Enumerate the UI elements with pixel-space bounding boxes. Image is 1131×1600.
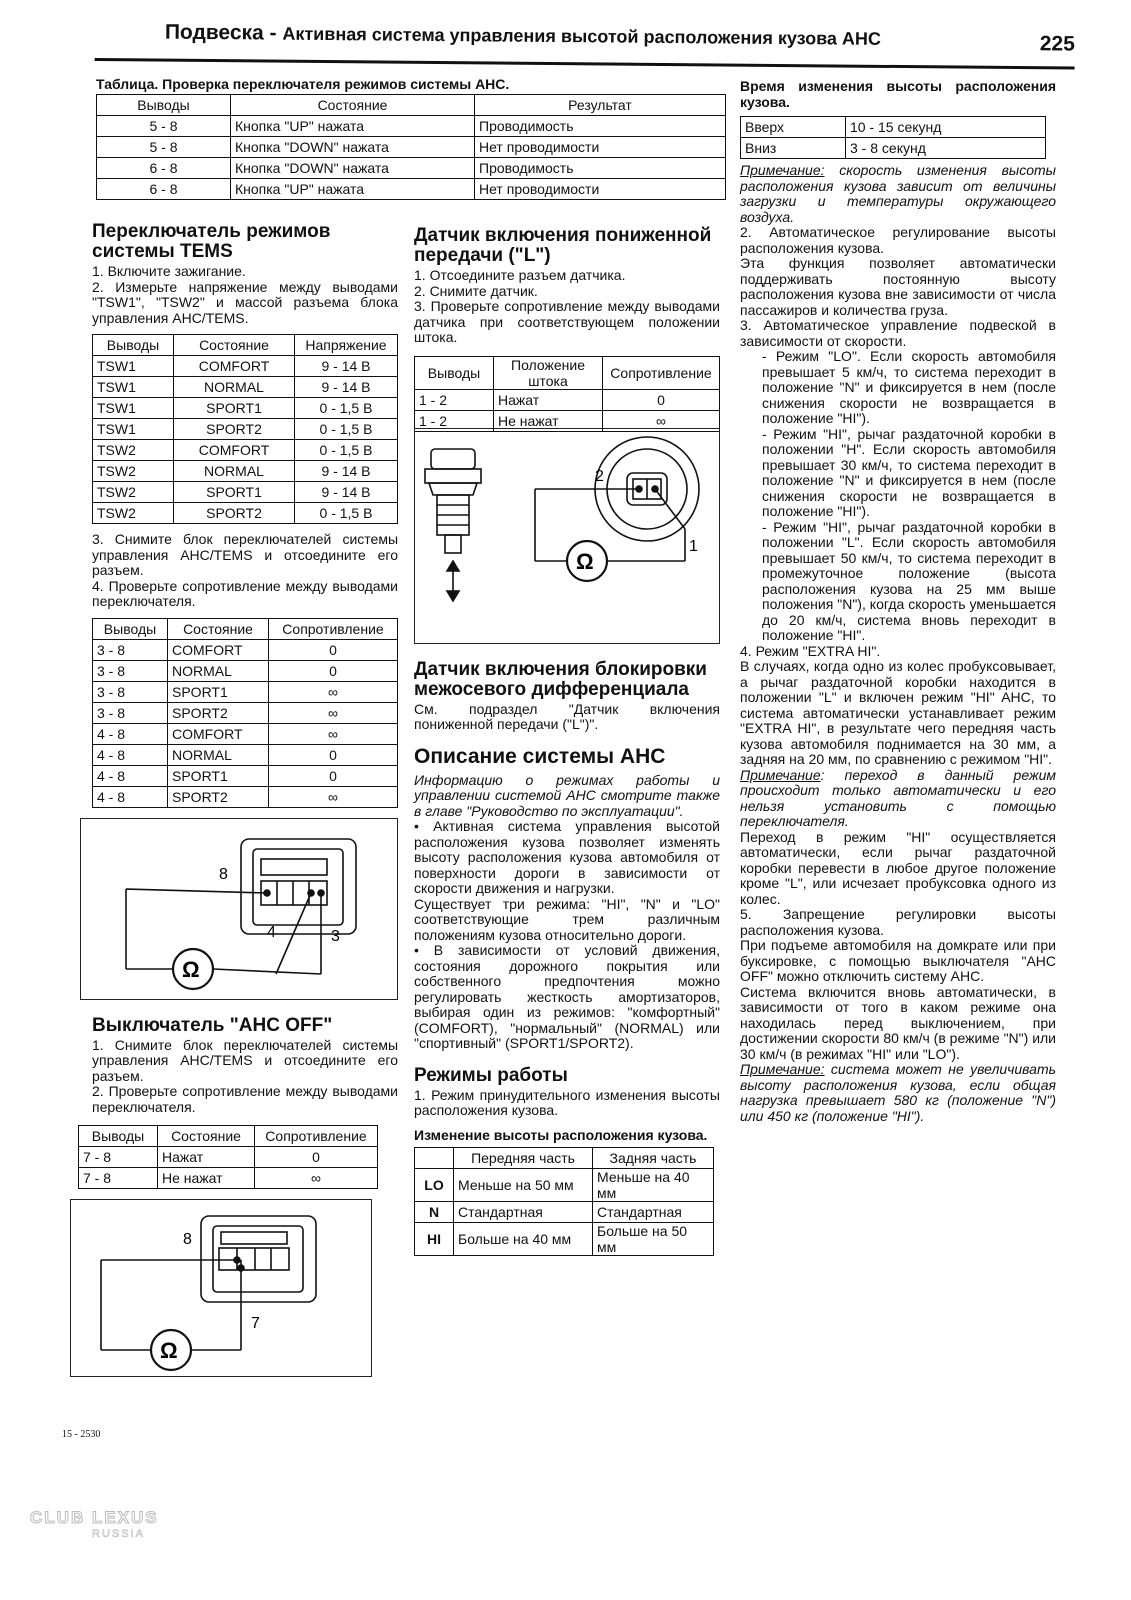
header-title-main: Подвеска - (164, 20, 283, 45)
table-cell: Кнопка "UP" нажата (231, 179, 475, 200)
page-number: 225 (1039, 32, 1075, 56)
diff-lock-text: См. подраздел "Датчик включения пониженной передачи ("L")". (414, 700, 720, 732)
ahc-off-section-title: Выключатель "AHC OFF" (92, 1014, 333, 1036)
table-row (97, 158, 726, 179)
table-row (415, 1222, 714, 1255)
right-paragraph: В случаях, когда одно из колес пробуксовывает, а рычаг раздаточной коробки находится в положении "L" и включен режим "HI" AHC, то система автоматически устанавливает режим "EXTRA HI", в результате чего передняя часть кузова автомобиля поднимается на 30 мм, а задняя на 20 мм, по сравнению с режимом "HI". (740, 658, 1056, 767)
table-cell: 0 (269, 660, 398, 681)
table-header-row (415, 356, 720, 389)
tems-voltage-table (92, 334, 398, 524)
table-cell: TSW1 (93, 356, 174, 377)
table-header-row (415, 1147, 714, 1168)
table-row (415, 1201, 714, 1222)
right-paragraph: Переход в режим "HI" осуществляется автоматически, если рычаг раздаточной коробки перевести в любое другое положение кроме "L", или исчезает пробуксовка одного из колес. (740, 828, 1056, 907)
low-gear-sensor-drawing (414, 428, 720, 644)
table-header-cell: Задняя часть (593, 1147, 714, 1168)
table-header-cell: Выводы (79, 1126, 158, 1147)
ohmmeter-icon: Ω (576, 548, 594, 574)
table-header-cell: Положение штока (494, 356, 603, 389)
table-cell: COMFORT (168, 723, 269, 744)
right-paragraph: 3. Автоматическое управление подвеской в зависимости от скорости. (740, 317, 1056, 349)
note-speed (740, 163, 1056, 225)
right-paragraph: - Режим "HI", рычаг раздаточной коробки в положении "L". Если скорость автомобиля превышает 50 км/ч, то система переходит в промежуточное положение (высота расположения кузова на 25 мм выше положения "N"), когда скорость уменьшается до 20 км/ч, система вновь переходит в положение "HI". (762, 518, 1056, 643)
table-cell: 0 (255, 1147, 378, 1168)
table-header-cell: Выводы (93, 618, 168, 639)
table-row (93, 440, 398, 461)
table-cell: Проводимость (475, 116, 726, 137)
table-header-cell: Состояние (168, 618, 269, 639)
table-cell: NORMAL (174, 377, 295, 398)
table-row (93, 377, 398, 398)
table-cell: SPORT2 (174, 503, 295, 524)
table-cell: TSW2 (93, 503, 174, 524)
note-text: : переход в данный режим происходит только автоматически и его нельзя установить с помощью переключателя. (740, 766, 1056, 829)
ahc-off-connector-diagram (71, 1200, 371, 1376)
height-change-table (414, 1147, 714, 1256)
page-header (95, 18, 1075, 70)
table-cell: 0 (269, 639, 398, 660)
modes-step: 1. Режим принудительного изменения высоты расположения кузова. (414, 1086, 720, 1118)
tems-connector-diagram (81, 819, 397, 999)
right-paragraph: 4. Режим "EXTRA HI". (740, 642, 881, 659)
table-cell: 9 - 14 В (295, 356, 398, 377)
tems-resistance-table (92, 618, 398, 808)
table-cell: Нажат (494, 389, 603, 410)
table-cell: ∞ (255, 1168, 378, 1189)
table-cell: 10 - 15 секунд (846, 117, 1046, 138)
table-cell: 3 - 8 (93, 660, 168, 681)
ahc-off-step: 1. Снимите блок переключателей системы управления AHC/TEMS и отсоедините его разъем. (92, 1036, 398, 1084)
description-paragraph: • В зависимости от условий движения, состояния дорожного покрытия или собственного предпочтения можно регулировать жесткость амортизаторов, выбирая один из режимов: "комфортный" (COMFORT), "нормальный" (NORMAL) или "спортивный" (SPORT1/SPORT2). (414, 942, 720, 1051)
table-header-row (93, 335, 398, 356)
table-cell: TSW2 (93, 440, 174, 461)
table-cell: NORMAL (168, 660, 269, 681)
table-header-row (93, 618, 398, 639)
note-extra-hi (740, 768, 1056, 830)
description-intro-note: Информацию о режимах работы и управлении системой AHC смотрите также в главе "Руководство по эксплуатации". (414, 771, 720, 819)
table-cell: NORMAL (168, 744, 269, 765)
table-row (93, 482, 398, 503)
low-gear-figure (414, 356, 720, 646)
watermark: CLUB LEXUS (30, 1508, 159, 1527)
table-cell: TSW2 (93, 461, 174, 482)
table-row (93, 503, 398, 524)
table-cell: 0 (603, 389, 720, 410)
table-cell: HI (415, 1222, 454, 1255)
table-cell: Меньше на 40 мм (593, 1168, 714, 1201)
table-cell: 9 - 14 В (295, 377, 398, 398)
table-cell: N (415, 1201, 454, 1222)
note-load (740, 1062, 1056, 1124)
table-cell: 0 (269, 744, 398, 765)
table-cell: ∞ (269, 702, 398, 723)
table-header-cell: Состояние (231, 95, 475, 116)
table-cell: SPORT2 (168, 702, 269, 723)
right-column (740, 78, 1056, 1124)
table-cell: 0 - 1,5 В (295, 398, 398, 419)
table-row (97, 137, 726, 158)
ohmmeter-icon: Ω (160, 1338, 178, 1363)
ahc-mode-table-caption: Таблица. Проверка переключателя режимов системы AHC. (96, 76, 510, 92)
table-cell: Нет проводимости (475, 179, 726, 200)
table-row (741, 117, 1046, 138)
low-gear-table (414, 356, 720, 432)
right-paragraph: При подъеме автомобиля на домкрате или при буксировке, с помощью выключателя "AHC OFF" можно отключить систему AHC. (740, 937, 1056, 984)
table-row (415, 389, 720, 410)
table-cell: Кнопка "DOWN" нажата (231, 137, 475, 158)
right-paragraph: 5. Запрещение регулировки высоты расположения кузова. (740, 906, 1056, 938)
table-cell: 9 - 14 В (295, 461, 398, 482)
table-header-cell: Состояние (174, 335, 295, 356)
table-cell: Вниз (741, 138, 846, 159)
table-cell: SPORT1 (174, 482, 295, 503)
table-cell: ∞ (269, 681, 398, 702)
table-row (93, 723, 398, 744)
ahc-mode-table-block (96, 76, 726, 200)
table-row (93, 660, 398, 681)
table-row (93, 765, 398, 786)
modes-table-caption: Изменение высоты расположения кузова. (414, 1126, 708, 1143)
table-header-cell: Сопротивление (255, 1126, 378, 1147)
ahc-mode-table (96, 94, 726, 200)
table-cell: 7 - 8 (79, 1147, 158, 1168)
table-cell: TSW2 (93, 482, 174, 503)
table-cell: Меньше на 50 мм (454, 1168, 593, 1201)
table-cell: ∞ (269, 786, 398, 807)
ahc-off-step: 2. Проверьте сопротивление между выводами переключателя. (92, 1083, 398, 1115)
tems-step: 2. Измерьте напряжение между выводами "TSW1", "TSW2" и массой разъема блока управления AHC/TEMS. (92, 278, 398, 326)
table-row (79, 1147, 378, 1168)
description-paragraph: Существует три режима: "HI", "N" и "LO" соответствующие трем различным положениям кузова относительно дороги. (414, 895, 720, 943)
description-section-title: Описание системы AHC (414, 744, 666, 768)
table-cell: TSW1 (93, 419, 174, 440)
table-cell: 0 - 1,5 В (295, 440, 398, 461)
table-cell: COMFORT (174, 356, 295, 377)
table-cell: Больше на 50 мм (593, 1222, 714, 1255)
table-row (97, 116, 726, 137)
table-cell: 3 - 8 (93, 702, 168, 723)
low-gear-sensor-diagram (415, 429, 719, 643)
table-cell: 7 - 8 (79, 1168, 158, 1189)
table-row (93, 786, 398, 807)
table-cell: SPORT2 (168, 786, 269, 807)
table-row (97, 179, 726, 200)
pin-7-label: 7 (251, 1315, 260, 1332)
low-gear-section-title: Датчик включения пониженной передачи ("L") (414, 225, 712, 266)
watermark-sub: RUSSIA (92, 1528, 145, 1540)
table-cell: 4 - 8 (93, 765, 168, 786)
table-row (93, 681, 398, 702)
table-cell: Нажат (158, 1147, 255, 1168)
diff-lock-section-title: Датчик включения блокировки межосевого дифференциала (414, 658, 707, 700)
table-cell: 6 - 8 (97, 158, 231, 179)
table-row (741, 138, 1046, 159)
table-cell: Стандартная (593, 1201, 714, 1222)
note-text: скорость изменения высоты расположения кузова зависит от величины загрузки и температуры окружающего воздуха. (740, 162, 1056, 225)
ahc-off-connector-figure (70, 1199, 372, 1377)
middle-column (414, 220, 720, 1256)
table-cell: 5 - 8 (97, 116, 231, 137)
table-cell: SPORT1 (174, 398, 295, 419)
table-cell: COMFORT (168, 639, 269, 660)
tems-section-title: Переключатель режимов системы TEMS (92, 221, 331, 262)
table-cell: 3 - 8 секунд (846, 138, 1046, 159)
table-cell: 0 (269, 765, 398, 786)
table-cell: 3 - 8 (93, 681, 168, 702)
table-cell: ∞ (269, 723, 398, 744)
table-cell: Больше на 40 мм (454, 1222, 593, 1255)
table-cell: ∞ (603, 410, 720, 431)
table-cell: LO (415, 1168, 454, 1201)
table-cell: Кнопка "DOWN" нажата (231, 158, 475, 179)
table-row (93, 639, 398, 660)
low-gear-step: 2. Снимите датчик. (414, 282, 538, 299)
table-row (93, 419, 398, 440)
pin-1-label: 1 (689, 537, 698, 555)
table-cell: 3 - 8 (93, 639, 168, 660)
right-paragraph: 2. Автоматическое регулирование высоты расположения кузова. (740, 224, 1056, 256)
pin-2-label: 2 (595, 467, 604, 485)
table-header-cell: Сопротивление (603, 356, 720, 389)
table-cell: 4 - 8 (93, 723, 168, 744)
table-header-cell: Выводы (415, 356, 494, 389)
table-cell: TSW1 (93, 377, 174, 398)
table-cell: 5 - 8 (97, 137, 231, 158)
note-label: Примечание: (740, 1061, 825, 1077)
table-cell: 4 - 8 (93, 744, 168, 765)
note-text: система может не увеличивать высоту расположения кузова, если общая нагрузка превышает 580 кг (положение "N") или 450 кг (положение "HI"). (740, 1061, 1056, 1124)
table-cell: 9 - 14 В (295, 482, 398, 503)
description-paragraph: • Активная система управления высотой расположения кузова позволяет изменять высоту расположения кузова автомобиля от поверхности дороги в зависимости от скорости движения и нагрузки. (414, 818, 720, 896)
table-row (93, 744, 398, 765)
table-cell: 6 - 8 (97, 179, 231, 200)
table-header-cell (415, 1147, 454, 1168)
right-paragraph: Эта функция позволяет автоматически поддерживать постоянную высоту расположения кузова вне зависимости от числа пассажиров и количества груза. (740, 255, 1056, 318)
table-cell: Стандартная (454, 1201, 593, 1222)
table-row (415, 1168, 714, 1201)
ohmmeter-icon: Ω (182, 956, 200, 982)
table-cell: Не нажат (494, 410, 603, 431)
table-cell: 1 - 2 (415, 410, 494, 431)
page-title (165, 21, 881, 51)
pin-8-label: 8 (219, 865, 228, 883)
table-header-row (97, 95, 726, 116)
table-header-cell: Напряжение (295, 335, 398, 356)
pin-8-label: 8 (183, 1231, 192, 1248)
table-cell: SPORT2 (174, 419, 295, 440)
low-gear-step: 1. Отсоедините разъем датчика. (414, 267, 626, 283)
table-row (93, 398, 398, 419)
table-cell: SPORT1 (168, 765, 269, 786)
table-cell: NORMAL (174, 461, 295, 482)
table-header-cell: Выводы (93, 335, 174, 356)
table-header-cell: Результат (475, 95, 726, 116)
table-header-cell: Передняя часть (454, 1147, 593, 1168)
modes-section-title: Режимы работы (414, 1064, 568, 1086)
table-row (93, 356, 398, 377)
note-label: Примечание (740, 766, 821, 783)
tems-connector-figure (80, 818, 398, 1000)
right-paragraph: - Режим "HI", рычаг раздаточной коробки в положении "H". Если скорость автомобиля превышает 30 км/ч, то система переходит в положение "N" и фиксируется в нем (после снижения скорости не возвращается в положение "HI"). (762, 425, 1056, 519)
header-title-sub: Активная система управления высотой расположения кузова AHC (282, 23, 882, 49)
height-change-time-table (740, 116, 1046, 159)
table-cell: Кнопка "UP" нажата (231, 116, 475, 137)
table-cell: COMFORT (174, 440, 295, 461)
table-cell: 4 - 8 (93, 786, 168, 807)
tems-step: 3. Снимите блок переключателей системы управления AHC/TEMS и отсоедините его разъем. (92, 531, 398, 578)
table-header-cell: Выводы (97, 95, 231, 116)
table-cell: Нет проводимости (475, 137, 726, 158)
table-header-row (79, 1126, 378, 1147)
table-cell: 0 - 1,5 В (295, 503, 398, 524)
table-cell: TSW1 (93, 398, 174, 419)
tems-step: 4. Проверьте сопротивление между выводами переключателя. (92, 577, 398, 609)
tems-step: 1. Включите зажигание. (92, 263, 246, 279)
table-cell: Вверх (741, 117, 846, 138)
pin-3-label: 3 (331, 927, 340, 945)
table-header-cell: Сопротивление (269, 618, 398, 639)
table-cell: SPORT1 (168, 681, 269, 702)
footer-code: 15 - 2530 (62, 1429, 101, 1440)
right-paragraph: - Режим "LO". Если скорость автомобиля превышает 5 км/ч, то система переходит в положение "N" и фиксируется в нем (после снижения скорости не возвращается в положение "HI"). (762, 348, 1056, 426)
low-gear-step: 3. Проверьте сопротивление между выводами датчика при соответствующем положении штока. (414, 298, 720, 345)
table-header-cell: Состояние (158, 1126, 255, 1147)
table-cell: Не нажат (158, 1168, 255, 1189)
pin-4-label: 4 (267, 923, 276, 941)
table-row (93, 702, 398, 723)
note-label: Примечание: (740, 162, 825, 178)
table-row (79, 1168, 378, 1189)
ahc-off-table (78, 1125, 378, 1189)
time-table-caption: Время изменения высоты расположения кузова. (740, 78, 1056, 110)
left-column (83, 216, 398, 1377)
table-cell: 0 - 1,5 В (295, 419, 398, 440)
right-paragraph: Система включится вновь автоматически, в зависимости от того в каком режиме она находилась перед выключением, при достижении скорости 80 км/ч (в режиме "N") или 30 км/ч (в режимах "HI" или "LO"). (740, 983, 1056, 1062)
table-cell: 1 - 2 (415, 389, 494, 410)
table-cell: Проводимость (475, 158, 726, 179)
table-row (93, 461, 398, 482)
